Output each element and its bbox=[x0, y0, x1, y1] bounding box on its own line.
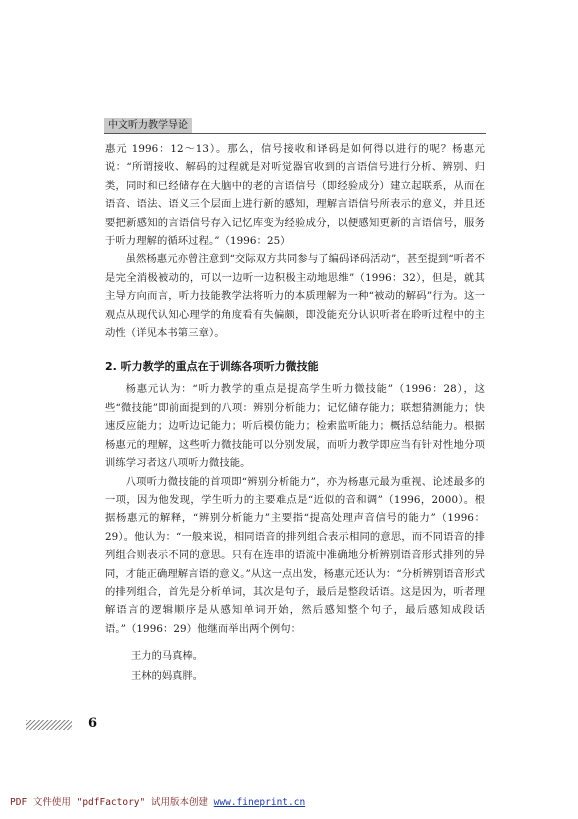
section-heading: 2. 听力教学的重点在于训练各项听力微技能 bbox=[105, 360, 319, 374]
watermark-text: PDF 文件使用 "pdfFactory" 试用版本创建 bbox=[10, 797, 214, 808]
example-sentences bbox=[105, 646, 485, 686]
watermark-link[interactable]: www.fineprint.cn bbox=[213, 797, 306, 808]
paragraph: 杨惠元认为：“听力教学的重点是提高学生听力微技能”（1996：28），这些“微技能”即前面提到的八项：辨别分析能力；记忆储存能力；联想猜测能力；快速反应能力；边听边记能力；听后模仿能力；检索监听能力；概括总结能力。根据杨惠元的理解，这些听力微技能可以分别发展，而听力教学即应当有针对性地分项训练学习者这八项听力微技能。 bbox=[105, 383, 485, 470]
running-header: 中文听力教学导论 bbox=[104, 118, 192, 133]
page-body bbox=[105, 140, 485, 686]
paragraph: 惠元 1996：12～13）。那么，信号接收和译码是如何得以进行的呢？杨惠元说：“所谓接收、解码的过程就是对听觉器官收到的言语信号进行分析、辨别、归类，同时和已经储存在大脑中的老的言语信号（即经验成分）建立起联系，从而在语音、语法、语义三个层面上进行新的感知，理解言语信号所表示的意义，并且还要把新感知的言语信号存入记忆库变为经验成分，以便感知更新的言语信号，服务于听力理解的循环过程。”（1996：25） bbox=[105, 143, 485, 248]
pdf-watermark bbox=[10, 796, 570, 810]
page-number: 6 bbox=[88, 716, 98, 731]
footer-decoration bbox=[26, 720, 72, 730]
example-sentence: 王力的马真棒。 bbox=[131, 650, 204, 663]
example-sentence: 王林的妈真胖。 bbox=[131, 670, 204, 683]
paragraph: 虽然杨惠元亦曾注意到“交际双方共同参与了编码译码活动”，甚至提到“听者不是完全消极被动的，可以一边听一边积极主动地思维”（1996：32），但是，就其主导方向而言，听力技能教学法将听力的本质理解为一种“被动的解码”行为。这一观点从现代认知心理学的角度看有失偏颇，即没能充分认识听者在聆听过程中的主动性（详见本书第三章）。 bbox=[105, 253, 485, 340]
paragraph: 八项听力微技能的首项即“辨别分析能力”，亦为杨惠元最为重视、论述最多的一项，因为他发现，学生听力的主要难点是“近似的音和调”（1996，2000）。根据杨惠元的解释，“辨别分析能力”主要指“提高处理声音信号的能力”（1996：29）。他认为：“一般来说，相同语音的排列组合表示相同的意思，而不同语音的排列组合则表示不同的意思。只有在连串的语流中准确地分析辨别语音形式排列的异同，才能正确理解言语的意义。”从这一点出发，杨惠元还认为：“分析辨别语音形式的排列组合，首先是分析单词，其次是句子，最后是整段话语。这是因为，听者理解语言的逻辑顺序是从感知单词开始，然后感知整个句子，最后感知成段话语。”（1996：29）他继而举出两个例句： bbox=[105, 475, 485, 635]
header-rule bbox=[104, 133, 486, 134]
